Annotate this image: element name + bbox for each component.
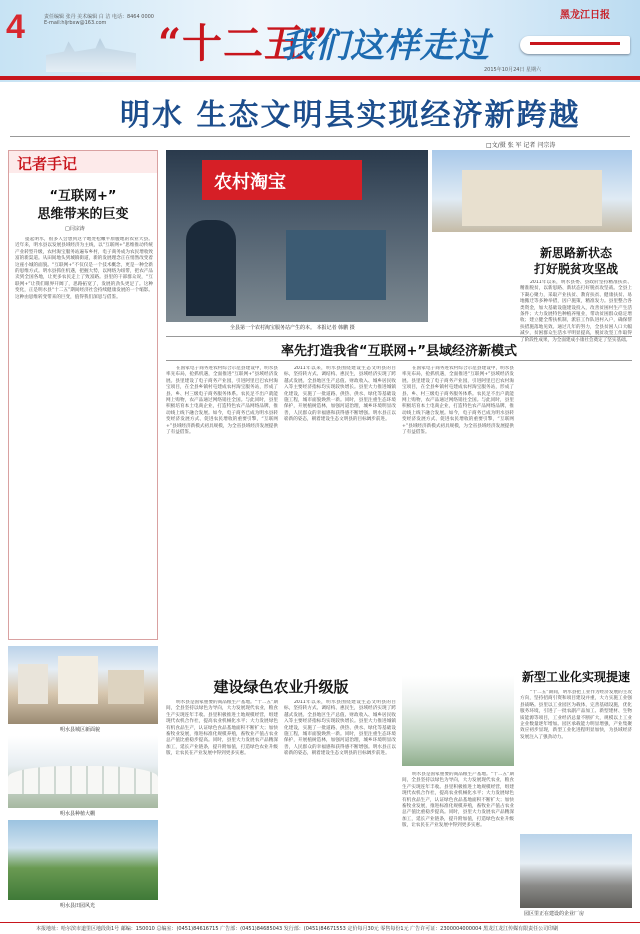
building-shape — [108, 670, 144, 704]
footer-rule — [0, 922, 640, 923]
building-shape — [18, 664, 48, 704]
factory-photo-caption: 园区里正在建设的企业厂房 — [524, 911, 585, 917]
train-graphic — [520, 36, 630, 54]
internet-body-col3: 在国家电子商务进农村综合示范县建设中，明水县率先布局，抢抓机遇，全面推进“互联网+”县域经济发展。县里建设了电子商务产业园，引进阿里巴巴农村淘宝项目，在全县乡镇村屯建成农村淘宝服务站，形成了县、乡、村三级电子商务服务体系。农民足不出户就能网上购物，农产品通过网络销往全国。与此同时，县里积极培育本土电商企业，打造特色农产品网络品牌，推动线上线下融合发展。如今，电子商务已成为明水县转变经济发展方式、促进农民增收的重要引擎，“互联网+”县域经济新模式初具规模，为全省县域经济发展提供了有益借鉴。 — [402, 366, 514, 436]
editor-info: 责任编辑 张丹 美术编辑 白 洁 电话：8464 0000 E-mail:hljrbxw@163.com — [44, 14, 154, 26]
headline-rule — [10, 136, 630, 137]
greenhouse-photo-caption: 明水县种植大棚 — [60, 811, 96, 817]
green-body-col3: 明水县是国家重要的商品粮生产基地。“十二五”期间，全县坚持以绿色为导向，大力发展现代农业，粮食生产实现连年丰收。县里积极推进土地规模经营，组建现代农机合作社，提高农业机械化水平；大力发展绿色有机食品生产，认证绿色食品基地面积不断扩大；加快畜牧业发展，推进标准化规模养殖，畜牧业产值占农业总产值比重稳步提高。同时，县里大力发展农产品精深加工，延长产业链条，提升附加值，打造绿色农业升级版，让农民在产业发展中得到更多实惠。 — [402, 772, 514, 829]
counter-shape — [286, 230, 386, 300]
poverty-title-line1: 新思路新状态 — [539, 246, 612, 260]
taobao-station-photo — [166, 150, 428, 322]
masthead — [0, 0, 640, 82]
internet-body-col2: 2011年以来，明水县围绕建设生态文明县的目标，坚持转方式、调结构、惠民生，县域经济实现了跨越式发展。全县地区生产总值、财政收入、城乡居民收入等主要经济指标均实现较快增长。县里大力推进城镇化建设，实施了一批道路、供热、供水、绿化等基础设施工程，城市面貌焕然一新。同时，县里注重生态环境保护，开展植树造林，加强河道治理，城乡环境明显改善，人民群众的幸福感和获得感不断增强。明水县正以崭新的姿态，朝着建设生态文明县的目标阔步前进。 — [284, 366, 396, 423]
industry-body: “十二五”期间，明水县把工业作为经济发展的主攻方向，坚持招商引资和项目建设并重，大力实施工业强县战略。县里以工业园区为载体，完善基础设施，优化服务环境，引进了一批农副产品加工、新型建材、生物质能源等项目，工业经济总量不断扩大，规模以上工业企业数量逐年增加。园区承载能力明显增强，产业集聚效应初步显现，新型工业化进程明显加快，为县域经济发展注入了强劲动力。 — [520, 690, 632, 740]
series-title-script: 我们这样走过 — [280, 26, 490, 66]
industry-section-title: 新型工业化实现提速 — [521, 670, 630, 684]
factory-photo — [520, 834, 632, 908]
notes-title-line2: 思维带来的巨变 — [37, 207, 129, 222]
greenhouse-roof — [8, 766, 158, 794]
city-photo — [8, 646, 158, 724]
poverty-body: 2011年以来，明水县委、县政府坚持精准扶贫、精准脱贫，以新思路、新状态打好脱贫攻坚战。全县上下凝心聚力，采取产业扶贫、教育扶贫、健康扶贫、易地搬迁等多种举措，因户施策，精准发力。县里整合各类资金，加大基础设施建设投入，改善贫困村生产生活条件；大力发展特色种植养殖业，带动贫困群众稳定增收；建立健全帮扶机制，派驻工作队进村入户，确保帮扶措施落地见效。通过几年的努力，全县贫困人口大幅减少，贫困群众生活水平明显提高，脱贫攻坚工作取得了阶段性成果，为全面建成小康社会奠定了坚实基础。 — [520, 280, 632, 343]
page-headline: 明水 生态文明县实现经济新跨越 — [120, 98, 581, 133]
notes-title-line1: “互联网+” — [49, 189, 117, 204]
city-skyline-graphic — [46, 38, 136, 72]
poverty-title-line2: 打好脱贫攻坚战 — [533, 262, 618, 276]
series-title: “十二五” — [158, 20, 330, 67]
greenhouse-photo — [8, 736, 158, 808]
person-figure — [186, 220, 236, 316]
building-photo — [432, 150, 632, 232]
byline: □文/摄 张 军 记者 闫宗涛 — [486, 142, 556, 149]
store-sign — [202, 160, 362, 200]
main-photo-caption: 全县第一个农村淘宝服务站产生的本。 本报记者 韩鹏 摄 — [230, 325, 355, 331]
internet-body-col1: 在国家电子商务进农村综合示范县建设中，明水县率先布局，抢抓机遇，全面推进“互联网+”县域经济发展。县里建设了电子商务产业园，引进阿里巴巴农村淘宝项目，在全县乡镇村屯建成农村淘宝服务站，形成了县、乡、村三级电子商务服务体系。农民足不出户就能网上购物，农产品通过网络销往全国。与此同时，县里积极培育本土电商企业，打造特色农产品网络品牌，推动线上线下融合发展。如今，电子商务已成为明水县转变经济发展方式、促进农民增收的重要引擎，“互联网+”县域经济新模式初具规模，为全省县域经济发展提供了有益借鉴。 — [166, 366, 278, 436]
header-divider — [0, 76, 640, 80]
green-body-col1: 明水县是国家重要的商品粮生产基地。“十二五”期间，全县坚持以绿色为导向，大力发展现代农业，粮食生产实现连年丰收。县里积极推进土地规模经营，组建现代农机合作社，提高农业机械化水平；大力发展绿色有机食品生产，认证绿色食品基地面积不断扩大；加快畜牧业发展，推进标准化规模养殖，畜牧业产值占农业总产值比重稳步提高。同时，县里大力发展农产品精深加工，延长产业链条，提升附加值，打造绿色农业升级版，让农民在产业发展中得到更多实惠。 — [166, 700, 278, 757]
city-photo-caption: 明水县城区新面貌 — [60, 727, 101, 733]
page-number: 4 — [6, 8, 25, 46]
building-shape — [58, 656, 98, 704]
newspaper-logo: 黑龙江日报 — [560, 10, 610, 21]
notes-author: □闫宗涛 — [65, 226, 85, 232]
notes-body: 提起明水，很多人会想到这个地处松嫩平原腹地的农业大县。近年来，明水县以发展县域经济为主线，以“互联网+”思维推动传统产业转型升级，农村淘宝服务站遍布乡村，电子商务成为农民增收致富的新渠道。从田间地头到城镇街道，新的发展理念正在悄然改变着这座小城的面貌。“互联网+”不仅仅是一个技术概念，更是一种全新的思维方式。明水县抓住机遇，把握大势，以网络为纽带，把农产品卖到全国各地，让更多农民走上了致富路。县里的干部群众说，“互联网+”让我们眼界开阔了，思路拓宽了，发展的劲头更足了。这种变化，正是明水县“十二五”期间经济社会持续健康发展的一个缩影。这种由思维转变带来的巨变，值得我们深思与借鉴。 — [15, 237, 153, 300]
building-shape — [462, 170, 602, 226]
green-section-title: 建设绿色农业升级版 — [213, 678, 349, 696]
greenhouse-interior-photo — [402, 676, 514, 766]
green-body-col2: 2011年以来，明水县围绕建设生态文明县的目标，坚持转方式、调结构、惠民生，县域经济实现了跨越式发展。全县地区生产总值、财政收入、城乡居民收入等主要经济指标均实现较快增长。县里大力推进城镇化建设，实施了一批道路、供热、供水、绿化等基础设施工程，城市面貌焕然一新。同时，县里注重生态环境保护，开展植树造林，加强河道治理，城乡环境明显改善，人民群众的幸福感和获得感不断增强。明水县正以崭新的姿态，朝着建设生态文明县的目标阔步前进。 — [284, 700, 396, 757]
issue-date: 2015年10月24日 星期六 — [484, 67, 542, 73]
field-photo-caption: 明水县田园风光 — [60, 903, 96, 909]
reporter-notes-box — [8, 150, 158, 640]
reporter-notes-label: 记者手记 — [17, 155, 78, 173]
store-sign-text: 农村淘宝 — [214, 172, 286, 193]
internet-section-title: 率先打造我省“互联网+”县域经济新模式 — [281, 344, 517, 359]
footer-info: 本报地址：哈尔滨市道里区地段街1号 邮编：150010 总编室：(0451)84616715 广告部：(0451)84685043 发行部：(0451)84671553 定价每月30元 零售每份1元 广告许可证：2300004000004 黑龙江龙江传媒有限责任公司印刷 — [36, 926, 559, 932]
reporter-notes-label-bar — [9, 151, 157, 173]
field-photo — [8, 820, 158, 900]
